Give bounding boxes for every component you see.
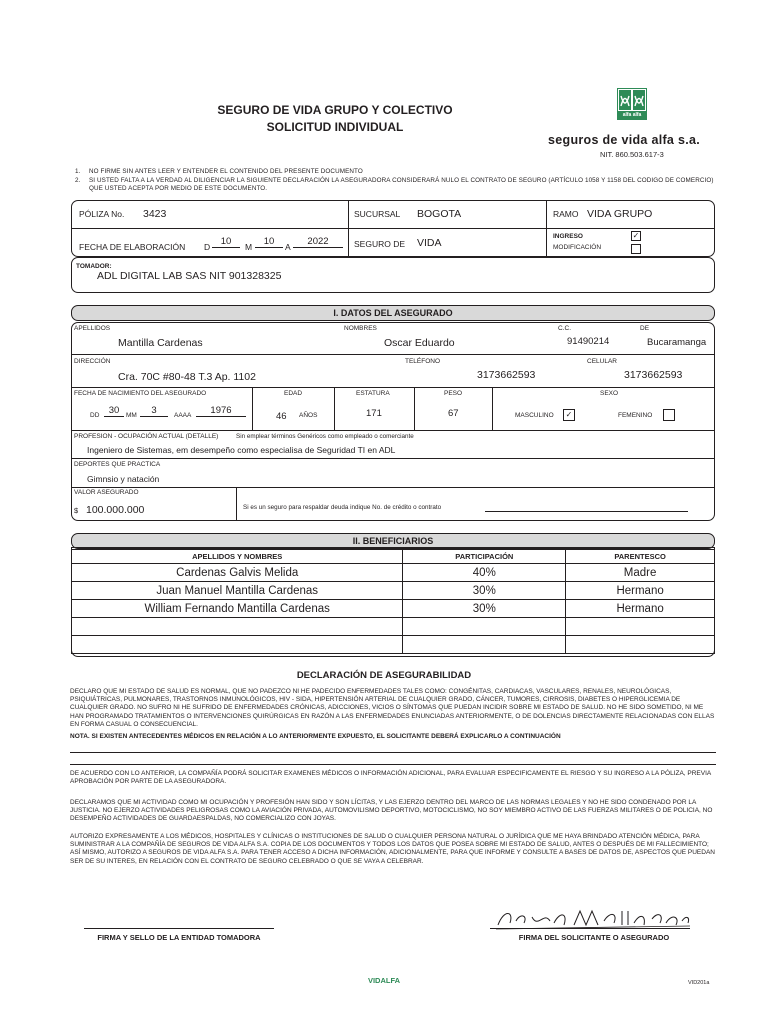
apellidos-value: Mantilla Cardenas [118,337,203,349]
form-code: VID201a [688,980,710,986]
direccion-label: DIRECCIÓN [74,358,111,365]
table-row [72,582,715,600]
masculino-label: MASCULINO [515,412,554,419]
beneficiary-name[interactable] [72,618,403,636]
declaration-paragraph-4: AUTORIZO EXPRESAMENTE A LOS MÉDICOS, HOSPITALES Y CLÍNICAS O INSTITUCIONES DE SALUD O CUALQUIER PERSONA NATURAL O JURÍDICA QUE ME HAYA BRINDADO ATENCIÓN MÉDICA, PARA SUMINISTRAR A LA COMPAÑÍA DE SEGUROS DE VIDA ALFA S.A. COPIA DE LOS DOCUMENTOS Y TODOS LOS DATOS QUE POSEA SOBRE MI ESTADO DE SALUD, ANTES O DESPUÉS DE MI FALLECIMIENTO; ASÍ MISMO, AUTORIZO A SEGUROS DE VIDA ALFA S.A. PARA TENER ACCESO A DICHA INFORMACIÓN, ADICIONALMENTE, PARA QUE INFORME Y CONSULTE A BASES DE DATOS DE, ASPECTOS QUE PUEDAN SER DE SU INTERES, EN RELACIÓN CON EL CONTRATO DE SEGURO CELEBRADO O QUE SE VAYA A CELEBRAR. [70,833,715,865]
fecha-a-label: A [285,242,291,252]
ramo-label: RAMO [553,209,579,219]
fecha-m-value[interactable]: 10 [255,236,283,248]
fecha-d-value[interactable]: 10 [212,236,240,248]
femenino-checkbox[interactable] [663,409,675,421]
fecha-m-label: M [245,242,253,252]
declaration-nota: NOTA. SI EXISTEN ANTECEDENTES MÉDICOS EN RELACIÓN A LO ANTERIORMENTE EXPUESTO, EL SOLICITANTE DEBERÁ EXPLICARLO A CONTINUACIÓN [70,733,561,740]
notice-2-text: SI USTED FALTA A LA VERDAD AL DILIGENCIAR LA SIGUIENTE DECLARACIÓN LA ASEGURADORA CONSIDERARÁ NULO EL CONTRATO DE SEGURO (ARTÍCULO 1058 Y 1158 DEL CODIGO DE COMERCIO) QUE USTED ACEPTA POR MEDIO DE ESTE DOCUMENTO. [89,177,714,193]
beneficiary-name: Juan Manuel Mantilla Cardenas [72,582,403,600]
section-beneficiarios-title: II. BENEFICIARIOS [71,533,715,549]
ingreso-label: INGRESO [553,233,583,240]
declaration-paragraph-3: DECLARAMOS QUE MI ACTIVIDAD COMO MI OCUPACIÓN Y PROFESIÓN HAN SIDO Y SON LÍCITAS, Y LAS EJERZO DENTRO DEL MARCO DE LAS NORMAS LEGALES Y NO HE SIDO CONDENADO POR LA JUSTICIA. NO EJERZO ACTIVIDADES PELIGROSAS COMO LA AVIACIÓN PRIVADA, AUTOMOVILISMO DEPORTIVO, MOTOCICLISMO, NO SOY MIEMBRO ACTIVO DE LAS FUERZAS MILITARES O DE POLICIA, NO DESEMPEÑO ACTIVIDADES DE GUARDAESPALDAS, NO COMERCIALIZO CON JOYAS. [70,799,713,823]
peso-label: PESO [444,390,463,397]
applicant-signature-line[interactable] [490,928,690,929]
brand-name: seguros de vida alfa s.a. [548,133,701,147]
direccion-value: Cra. 70C #80-48 T.3 Ap. 1102 [118,371,256,383]
table-row [72,618,715,636]
company-nit: NIT. 860.503.617-3 [600,150,664,159]
celular-label: CELULAR [587,358,617,365]
beneficiary-name: Cardenas Galvis Melida [72,564,403,582]
dd-value[interactable]: 30 [104,405,124,417]
deportes-label: DEPORTES QUE PRACTICA [74,461,161,468]
beneficiary-share: 30% [403,600,566,618]
deportes-value: Gimnsio y natación [87,474,160,484]
credito-line[interactable] [485,511,688,512]
declaration-title: DECLARACIÓN DE ASEGURABILIDAD [296,670,472,681]
beneficiary-relation: Madre [566,564,715,582]
beneficiary-relation[interactable] [566,618,715,636]
nombres-value: Oscar Eduardo [384,337,455,349]
modificacion-label: MODIFICACIÓN [553,244,602,251]
form-title: SEGURO DE VIDA GRUPO Y COLECTIVO [217,103,453,117]
estatura-value: 171 [366,408,382,419]
fecha-d-label: D [204,242,211,252]
telefono-label: TELÉFONO [405,358,441,365]
peso-value: 67 [448,408,459,419]
anos-label: AÑOS [299,412,318,419]
nacimiento-label: FECHA DE NACIMIENTO DEL ASEGURADO [74,390,207,397]
celular-value: 3173662593 [624,369,683,381]
explanation-line-2[interactable] [70,764,716,765]
poliza-label: PÓLIZA No. [79,209,125,219]
tomador-value: ADL DIGITAL LAB SAS NIT 901328325 [97,270,282,282]
beneficiary-share[interactable] [403,618,566,636]
fecha-a-value[interactable]: 2022 [293,236,343,248]
mm-value[interactable]: 3 [140,405,168,417]
header-participacion: PARTICIPACIÓN [403,550,566,564]
form-subtitle: SOLICITUD INDIVIDUAL [266,120,404,134]
credito-label: Si es un seguro para respaldar deuda indique No. de crédito o contrato [243,504,442,511]
cc-label: C.C. [558,325,571,332]
cc-value: 91490214 [567,336,610,347]
beneficiary-name: William Fernando Mantilla Cardenas [72,600,403,618]
telefono-value: 3173662593 [477,369,536,381]
tomador-label: TOMADOR: [76,263,112,270]
beneficiary-relation[interactable] [566,636,715,654]
sucursal-label: SUCURSAL [354,209,401,219]
applicant-signature-label: FIRMA DEL SOLICITANTE O ASEGURADO [518,933,670,942]
nombres-label: NOMBRES [344,325,377,332]
mm-label: MM [126,412,137,419]
beneficiarios-table [71,549,715,654]
sucursal-value: BOGOTA [417,208,462,220]
masculino-checkbox[interactable]: ✓ [563,409,575,421]
estatura-label: ESTATURA [356,390,390,397]
beneficiary-share: 40% [403,564,566,582]
seguro-de-value: VIDA [417,237,442,249]
alfa-logo [617,88,647,120]
ramo-value: VIDA GRUPO [587,208,653,220]
poliza-value: 3423 [143,208,167,220]
cc-de-value: Bucaramanga [647,337,707,348]
header-apellidos-nombres: APELLIDOS Y NOMBRES [72,550,403,564]
notice-1-text: NO FIRME SIN ANTES LEER Y ENTENDER EL CONTENIDO DEL PRESENTE DOCUMENTO [89,168,363,175]
aaaa-label: AAAA [174,412,192,419]
declaration-paragraph-2: DE ACUERDO CON LO ANTERIOR, LA COMPAÑÍA PODRÁ SOLICITAR EXAMENES MÉDICOS O INFORMACIÓN ADICIONAL, PARA EVALUAR ESPECIFICAMENTE EL RIESGO Y SU INGRESO A LA PÓLIZA, PREVIA APROBACIÓN POR PARTE DE LA ASEGURADORA. [70,770,711,786]
entidad-signature-label: FIRMA Y SELLO DE LA ENTIDAD TOMADORA [97,933,261,942]
beneficiary-name[interactable] [72,636,403,654]
asegurado-box [71,322,715,521]
fecha-elaboracion-label: FECHA DE ELABORACIÓN [79,242,186,252]
beneficiary-relation: Hermano [566,600,715,618]
table-row [72,564,715,582]
profesion-label: PROFESION - OCUPACIÓN ACTUAL (DETALLE) [74,433,219,440]
table-header-row [72,550,715,564]
dd-label: DD [90,412,100,419]
logo-caption: alfa alfa [622,112,642,118]
footer-brand: VIDALFA [367,976,401,985]
apellidos-label: APELLIDOS [74,325,111,332]
profesion-value: Ingeniero de Sistemas, em desempeño como especialisa de Seguridad TI en ADL [87,445,396,455]
explanation-line-1[interactable] [70,752,716,753]
aaaa-value[interactable]: 1976 [196,405,246,417]
profesion-hint: Sin emplear términos Genéricos como empleado o comerciante [236,433,414,440]
entidad-signature-line[interactable] [84,928,274,929]
valor-currency: $ [74,506,79,515]
cc-de-label: DE [640,325,650,332]
modificacion-checkbox[interactable] [631,244,641,254]
beneficiary-share: 30% [403,582,566,600]
declaration-paragraph-1: DECLARO QUE MI ESTADO DE SALUD ES NORMAL, QUE NO PADEZCO NI HE PADECIDO ENFERMEDADES TALES COMO: CONGÉNITAS, CARDIACAS, VASCULARES, RENALES, NEUROLÓGICAS, PSIQUIÁTRICAS, PULMONARES, TRASTORNOS INMUNOLÓGICOS, HIV - SIDA, HIPERTENSIÓN ARTERIAL DE CUALQUIER GRADO, CÁNCER, TUMORES, CIRROSIS, DIABETES O HIPERGLICEMIA DE CUALQUIER GRADO. NO SUFRO NI HE SUFRIDO DE ENFERMEDADES CRÓNICAS, ADICCIONES, VICIOS O SÍNTOMAS QUE PUEDAN INCIDIR SOBRE MI ESTADO DE SALUD. NO HE SIDO SOMETIDO, NI ME HAN PROGRAMADO TRATAMIENTOS O INTERVENCIONES QUIRÚRGICAS EN RAZÓN A LAS ENFERMEDADES ENUNCIADAS ANTERIORMENTE, O DE DOLENCIAS DIRECTAMENTE RELACIONADAS CON ELLAS EN FORMA CASUAL O CONSECUENCIAL. [70,688,715,728]
table-row [72,600,715,618]
valor-asegurado-label: VALOR ASEGURADO [74,489,139,496]
header-parentesco: PARENTESCO [566,550,715,564]
edad-value: 46 [276,411,287,422]
notice-2-number: 2. [75,177,81,184]
table-row [72,636,715,654]
edad-label: EDAD [284,390,303,397]
ingreso-checkbox[interactable]: ✓ [632,231,640,240]
notice-1-number: 1. [75,168,81,175]
femenino-label: FEMENINO [618,412,653,419]
seguro-de-label: SEGURO DE [354,239,406,249]
beneficiary-share[interactable] [403,636,566,654]
beneficiary-relation: Hermano [566,582,715,600]
section-datos-asegurado-title: I. DATOS DEL ASEGURADO [71,305,715,321]
valor-asegurado-value: 100.000.000 [86,504,145,516]
sexo-label: SEXO [600,390,619,397]
